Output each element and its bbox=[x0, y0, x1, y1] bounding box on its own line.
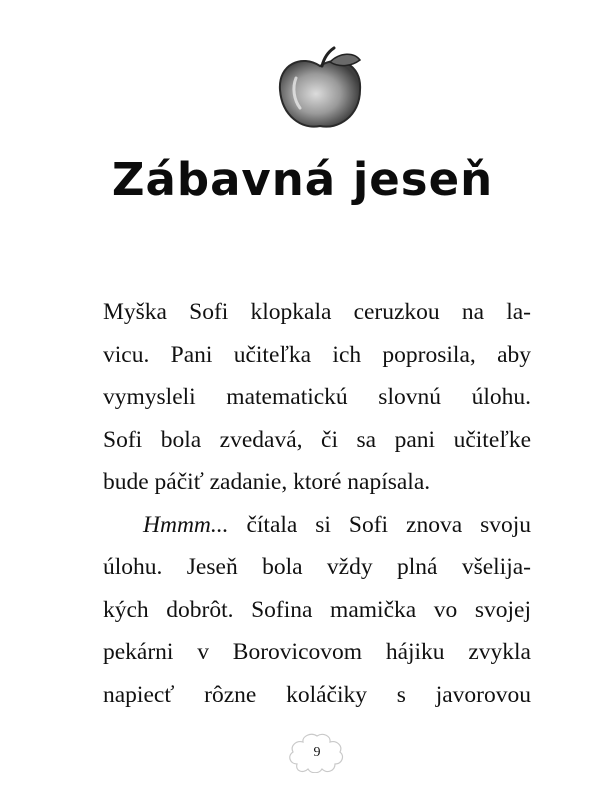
apple-icon bbox=[272, 44, 368, 134]
text-line: kých dobrôt. Sofina mamička vo svojej bbox=[103, 596, 531, 623]
text-line: vicu. Pani učiteľka ich poprosila, aby bbox=[103, 341, 531, 368]
text-line: napiecť rôzne koláčiky s javorovou bbox=[103, 681, 531, 708]
emphasis-text: Hmmm... bbox=[143, 511, 229, 538]
story-text bbox=[103, 291, 531, 716]
page-number: 9 bbox=[313, 745, 321, 760]
text-line: úlohu. Jeseň bola vždy plná všelija- bbox=[103, 554, 531, 580]
text-line bbox=[103, 504, 531, 547]
text-fragment: čítala si Sofi znova svoju bbox=[228, 511, 531, 538]
chapter-title: Zábavná jeseň bbox=[111, 153, 494, 206]
text-line: Myška Sofi klopkala ceruzkou na la- bbox=[103, 299, 531, 325]
page-number-badge bbox=[289, 733, 345, 773]
text-line: bude páčiť zadanie, ktoré napísala. bbox=[103, 469, 431, 495]
text-line: vymysleli matematickú slovnú úlohu. bbox=[103, 384, 531, 410]
text-line: pekárni v Borovicovom hájiku zvykla bbox=[103, 639, 531, 665]
text-line: Sofi bola zvedavá, či sa pani učiteľke bbox=[103, 426, 531, 453]
